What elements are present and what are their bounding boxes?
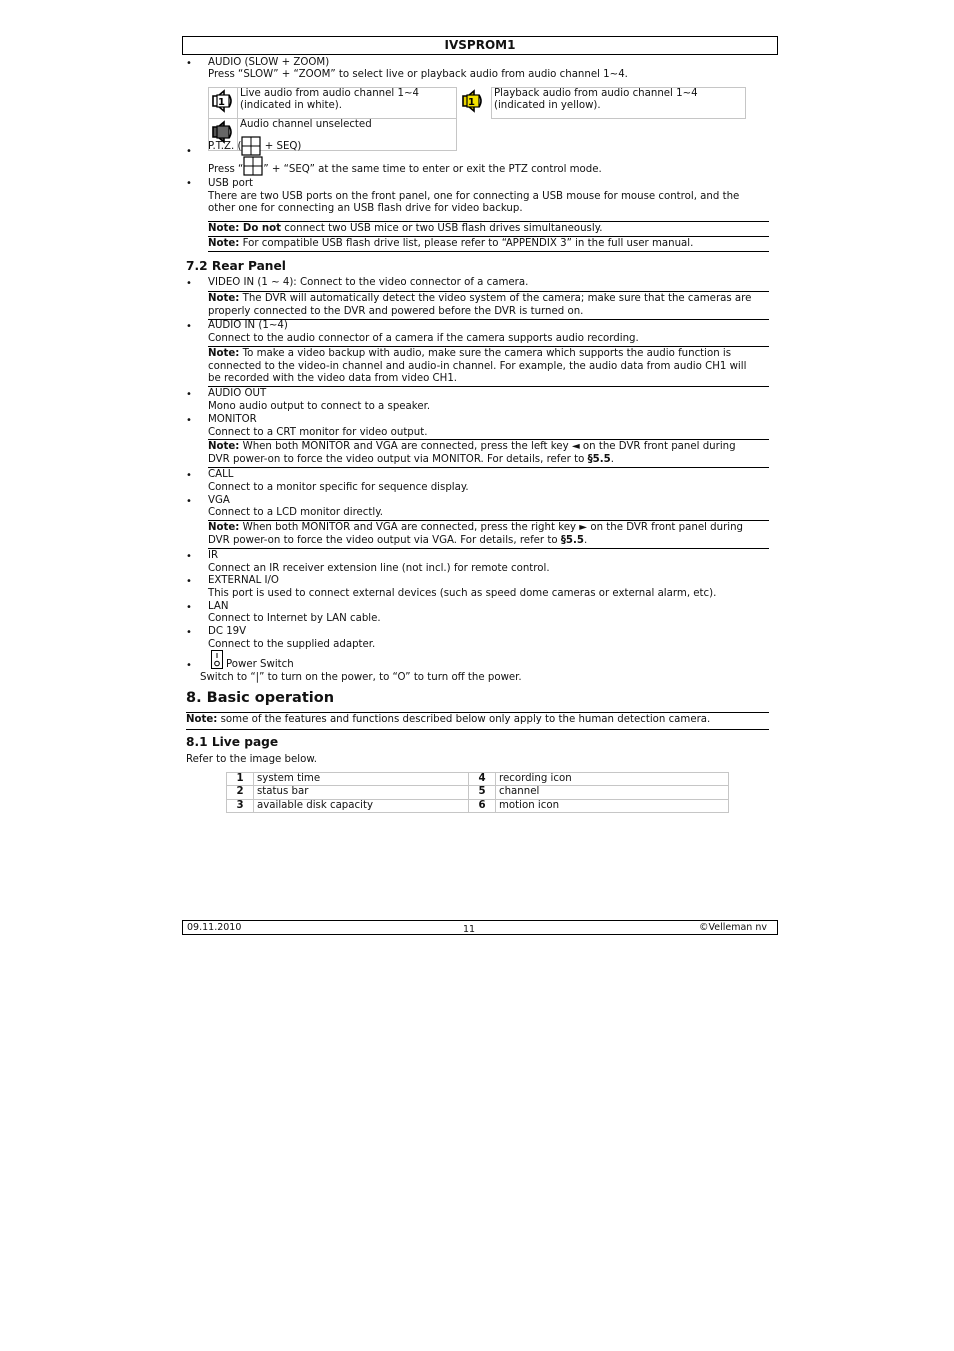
bullet: • bbox=[186, 146, 192, 157]
vga-item: VGA bbox=[208, 495, 230, 506]
note-text: DVR power-on to force the video output via MONITOR. For details, refer to bbox=[208, 453, 588, 465]
audio-out-item: AUDIO OUT bbox=[208, 388, 267, 399]
footer-date: 09.11.2010 bbox=[187, 922, 242, 933]
live-page-intro: Refer to the image below. bbox=[186, 754, 317, 765]
quad-grid-icon bbox=[243, 156, 263, 176]
basic-operation-heading: 8. Basic operation bbox=[186, 690, 335, 706]
live-page-legend-table bbox=[226, 772, 729, 813]
note-label: Note: bbox=[186, 714, 218, 725]
bullet: • bbox=[186, 178, 192, 189]
note-label: Note: bbox=[208, 522, 240, 533]
ptz-label-end: + SEQ) bbox=[261, 141, 302, 152]
audio-out-desc: Mono audio output to connect to a speaker. bbox=[208, 401, 431, 412]
monitor-note: Note: When both MONITOR and VGA are connected, press the left key ◄ on the DVR front panel during DVR power-on to force the video output via MONITOR. For details, refer to §5.5. bbox=[208, 441, 736, 465]
usb-item: USB port bbox=[208, 178, 254, 189]
legend-number: 6 bbox=[469, 799, 496, 812]
live-audio-text-1: Live audio from audio channel 1~4 bbox=[240, 88, 419, 99]
divider bbox=[208, 467, 769, 468]
divider bbox=[208, 439, 769, 440]
bullet: • bbox=[186, 551, 192, 562]
vga-note: Note: When both MONITOR and VGA are connected, press the right key ► on the DVR front panel during DVR power-on to force the video output via VGA. For details, refer to §5.5. bbox=[208, 522, 744, 546]
divider bbox=[208, 548, 769, 549]
page-number: 11 bbox=[463, 924, 476, 935]
video-in-item: VIDEO IN (1 ~ 4): Connect to the video connector of a camera. bbox=[208, 277, 529, 288]
table-row bbox=[227, 799, 729, 812]
bullet: • bbox=[186, 627, 192, 638]
rear-panel-heading: 7.2 Rear Panel bbox=[186, 259, 286, 273]
note-label: Note: Do not bbox=[208, 223, 282, 234]
legend-label: system time bbox=[254, 773, 469, 786]
footer-copyright: ©Velleman nv bbox=[699, 922, 767, 933]
basic-operation-note bbox=[186, 714, 710, 727]
call-desc: Connect to a monitor specific for sequence display. bbox=[208, 482, 469, 493]
legend-label: available disk capacity bbox=[254, 799, 469, 812]
usb-note-2 bbox=[208, 238, 769, 251]
playback-audio-text-2: (indicated in yellow). bbox=[494, 100, 601, 112]
note-text: To make a video backup with audio, make sure the camera which supports the audio function is bbox=[239, 348, 732, 359]
usb-desc-1: There are two USB ports on the front panel, one for connecting a USB mouse for mouse control, and the bbox=[208, 191, 740, 202]
live-audio-icon bbox=[209, 88, 238, 119]
note-text: connected to the video-in channel and audio-in channel. For example, the audio data from audio CH1 will bbox=[208, 360, 747, 372]
ptz-label: P.T.Z. ( bbox=[208, 141, 242, 152]
svg-text:1: 1 bbox=[468, 96, 475, 108]
unselected-audio-text: Audio channel unselected bbox=[240, 119, 372, 131]
divider bbox=[208, 319, 769, 320]
power-switch-icon bbox=[211, 650, 223, 669]
ptz-desc-start: Press “ bbox=[208, 164, 244, 175]
bullet: • bbox=[186, 496, 192, 507]
note-text: be recorded with the video data from video CH1. bbox=[208, 373, 458, 384]
dc-item: DC 19V bbox=[208, 626, 247, 637]
playback-audio-text-1: Playback audio from audio channel 1~4 bbox=[494, 88, 698, 99]
bullet: • bbox=[186, 602, 192, 613]
monitor-desc: Connect to a CRT monitor for video output. bbox=[208, 427, 428, 438]
divider bbox=[186, 712, 769, 713]
note-text: connect two USB mice or two USB flash drives simultaneously. bbox=[281, 223, 603, 234]
divider bbox=[208, 236, 769, 237]
divider bbox=[208, 291, 769, 292]
divider bbox=[208, 221, 769, 222]
legend-number: 4 bbox=[469, 773, 496, 786]
legend-label: channel bbox=[496, 786, 729, 799]
legend-number: 2 bbox=[227, 786, 254, 799]
lan-item: LAN bbox=[208, 601, 229, 612]
monitor-item: MONITOR bbox=[208, 414, 257, 425]
ptz-item bbox=[208, 136, 301, 158]
note-label: Note: bbox=[208, 293, 240, 304]
divider bbox=[208, 386, 769, 387]
audio-in-desc: Connect to the audio connector of a camera if the camera supports audio recording. bbox=[208, 333, 639, 344]
bullet: • bbox=[186, 660, 192, 671]
note-text: DVR power-on to force the video output via VGA. For details, refer to bbox=[208, 534, 561, 546]
document-footer bbox=[182, 920, 778, 935]
audio-in-item: AUDIO IN (1~4) bbox=[208, 320, 288, 331]
call-item: CALL bbox=[208, 469, 234, 480]
bullet: • bbox=[186, 278, 192, 289]
ptz-desc-end: ” + “SEQ” at the same time to enter or exit the PTZ control mode. bbox=[263, 164, 602, 175]
note-text: The DVR will automatically detect the video system of the camera; make sure that the cameras are bbox=[239, 293, 752, 304]
legend-label: recording icon bbox=[496, 773, 729, 786]
note-text: When both MONITOR and VGA are connected, press the right key ► on the DVR front panel during bbox=[239, 522, 744, 533]
lan-desc: Connect to Internet by LAN cable. bbox=[208, 613, 381, 624]
power-item: Power Switch bbox=[226, 659, 294, 670]
note-text: For compatible USB flash drive list, please refer to “APPENDIX 3” in the full user manual. bbox=[239, 238, 694, 249]
bullet: • bbox=[186, 415, 192, 426]
section-reference-link[interactable]: §5.5 bbox=[587, 453, 611, 465]
document-header bbox=[182, 36, 778, 55]
vga-desc: Connect to a LCD monitor directly. bbox=[208, 507, 384, 518]
dc-desc: Connect to the supplied adapter. bbox=[208, 639, 376, 650]
bullet: • bbox=[186, 58, 192, 69]
external-io-item: EXTERNAL I/O bbox=[208, 575, 279, 586]
table-row bbox=[227, 773, 729, 786]
audio-in-note bbox=[208, 348, 769, 386]
svg-text:1: 1 bbox=[218, 97, 225, 108]
live-audio-text-2: (indicated in white). bbox=[240, 100, 342, 112]
legend-number: 1 bbox=[227, 773, 254, 786]
note-label: Note: bbox=[208, 348, 240, 359]
ir-desc: Connect an IR receiver extension line (not incl.) for remote control. bbox=[208, 563, 550, 574]
video-in-note bbox=[208, 293, 769, 318]
usb-desc-2: other one for connecting an USB flash drive for video backup. bbox=[208, 203, 523, 214]
usb-note-1 bbox=[208, 223, 769, 236]
audio-item: AUDIO (SLOW + ZOOM) bbox=[208, 57, 330, 68]
bullet: • bbox=[186, 576, 192, 587]
quad-grid-icon bbox=[241, 136, 261, 156]
note-label: Note: bbox=[208, 441, 240, 452]
legend-label: motion icon bbox=[496, 799, 729, 812]
divider bbox=[208, 346, 769, 347]
playback-audio-icon bbox=[457, 88, 492, 119]
divider bbox=[208, 251, 769, 252]
divider bbox=[186, 729, 769, 730]
note-text: properly connected to the DVR and powered before the DVR is turned on. bbox=[208, 305, 584, 317]
ir-item: IR bbox=[208, 550, 219, 561]
note-text: some of the features and functions described below only apply to the human detection camera. bbox=[217, 714, 711, 725]
external-io-desc: This port is used to connect external devices (such as speed dome cameras or external alarm, etc). bbox=[208, 588, 717, 599]
legend-number: 3 bbox=[227, 799, 254, 812]
note-text: When both MONITOR and VGA are connected, press the left key ◄ on the DVR front panel during bbox=[239, 441, 736, 452]
divider bbox=[208, 520, 769, 521]
section-reference-link[interactable]: §5.5 bbox=[560, 534, 584, 546]
legend-number: 5 bbox=[469, 786, 496, 799]
audio-desc: Press “SLOW” + “ZOOM” to select live or playback audio from audio channel 1~4. bbox=[208, 69, 628, 80]
document-title: IVSPROM1 bbox=[444, 38, 516, 52]
table-row bbox=[227, 786, 729, 799]
ptz-desc bbox=[208, 156, 602, 178]
legend-label: status bar bbox=[254, 786, 469, 799]
live-page-heading: 8.1 Live page bbox=[186, 735, 279, 749]
power-desc: Switch to “|” to turn on the power, to “O” to turn off the power. bbox=[200, 672, 522, 683]
bullet: • bbox=[186, 389, 192, 400]
bullet: • bbox=[186, 470, 192, 481]
note-label: Note: bbox=[208, 238, 240, 249]
bullet: • bbox=[186, 321, 192, 332]
